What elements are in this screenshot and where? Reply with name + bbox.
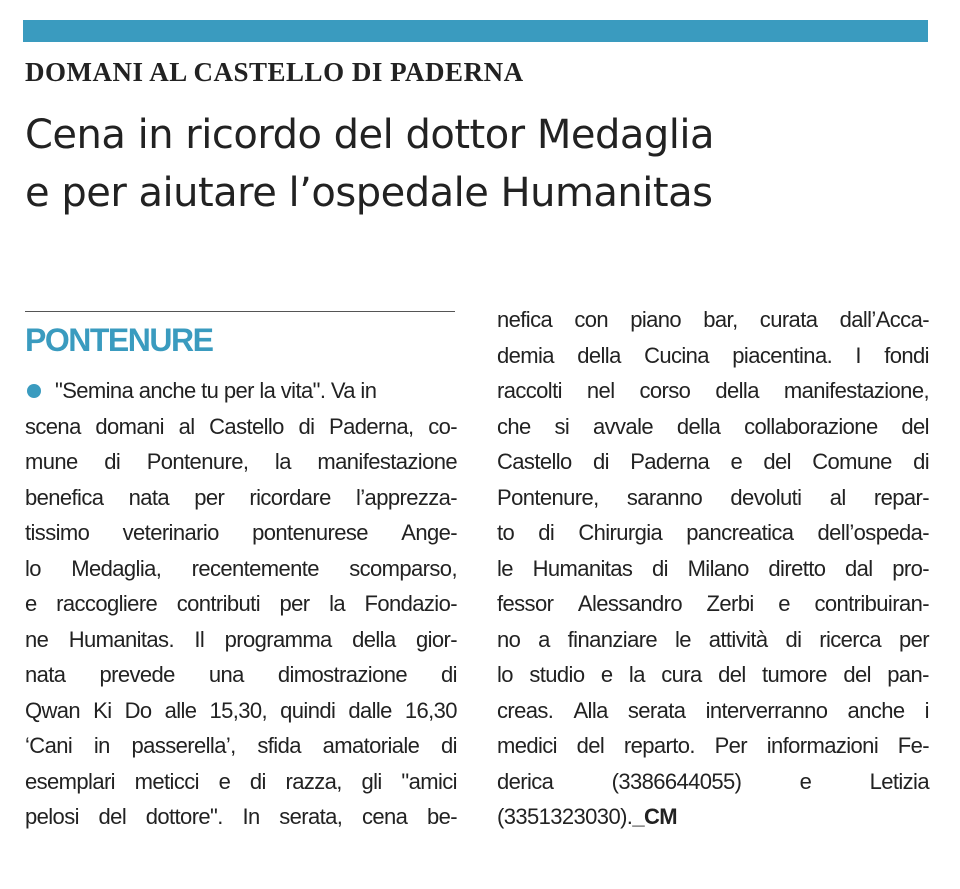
body-line: fessor Alessandro Zerbi e contribuiran-	[497, 591, 929, 616]
body-line: medici del reparto. Per informazioni Fe-	[497, 733, 929, 758]
body-line: scena domani al Castello di Paderna, co-	[25, 413, 457, 439]
body-line: Castello di Paderna e del Comune di	[497, 449, 929, 474]
body-line: tissimo veterinario pontenurese Ange-	[25, 520, 457, 545]
body-line: pelosi del dottore". In serata, cena be-	[25, 804, 457, 829]
body-line: Pontenure, saranno devoluti al repar-	[497, 484, 929, 510]
author-signature: _CM	[632, 804, 677, 829]
body-line: nefica con piano bar, curata dall’Acca-	[497, 307, 929, 332]
dateline-location: PONTENURE	[25, 322, 213, 358]
body-line: derica (3386644055) e Letizia	[497, 768, 929, 794]
body-line-text: "Semina anche tu per la vita". Va in	[55, 378, 377, 403]
body-line: Qwan Ki Do alle 15,30, quindi dalle 16,30	[25, 697, 457, 723]
body-line: creas. Alla serata interverranno anche i	[497, 697, 929, 723]
body-line: ne Humanitas. Il programma della gior-	[25, 626, 457, 652]
article-body-left-column	[25, 373, 457, 835]
article-body-right-column	[497, 302, 929, 835]
article-headline	[25, 106, 925, 222]
body-line-text: (3351323030).	[497, 804, 633, 829]
headline-line: e per aiutare l’ospedale Humanitas	[25, 170, 713, 216]
body-line: le Humanitas di Milano diretto dal pro-	[497, 555, 929, 581]
body-line: mune di Pontenure, la manifestazione	[25, 449, 457, 474]
body-line: no a finanziare le attività di ricerca per	[497, 626, 929, 652]
body-line: lo Medaglia, recentemente scomparso,	[25, 555, 457, 581]
article-kicker: DOMANI AL CASTELLO DI PADERNA	[25, 57, 524, 87]
body-line: demia della Cucina piacentina. I fondi	[497, 342, 929, 368]
body-line: to di Chirurgia pancreatica dell’ospeda-	[497, 520, 929, 545]
body-line: esemplari meticci e di razza, gli "amici	[25, 768, 457, 794]
headline-line: Cena in ricordo del dottor Medaglia	[25, 112, 714, 158]
body-line: benefica nata per ricordare l’apprezza-	[25, 484, 457, 510]
body-line: lo studio e la cura del tumore del pan-	[497, 662, 929, 687]
bullet-dot-icon	[27, 384, 41, 398]
body-line-last	[497, 799, 929, 835]
body-line: raccolti nel corso della manifestazione,	[497, 378, 929, 403]
column-divider-rule	[25, 311, 455, 312]
body-line: che si avvale della collaborazione del	[497, 413, 929, 439]
body-line: ‘Cani in passerella’, sfida amatoriale di	[25, 733, 457, 758]
section-color-bar	[23, 20, 928, 42]
body-line: e raccogliere contributi per la Fondazio-	[25, 591, 457, 616]
body-line: nata prevede una dimostrazione di	[25, 662, 457, 687]
body-line	[25, 373, 457, 409]
